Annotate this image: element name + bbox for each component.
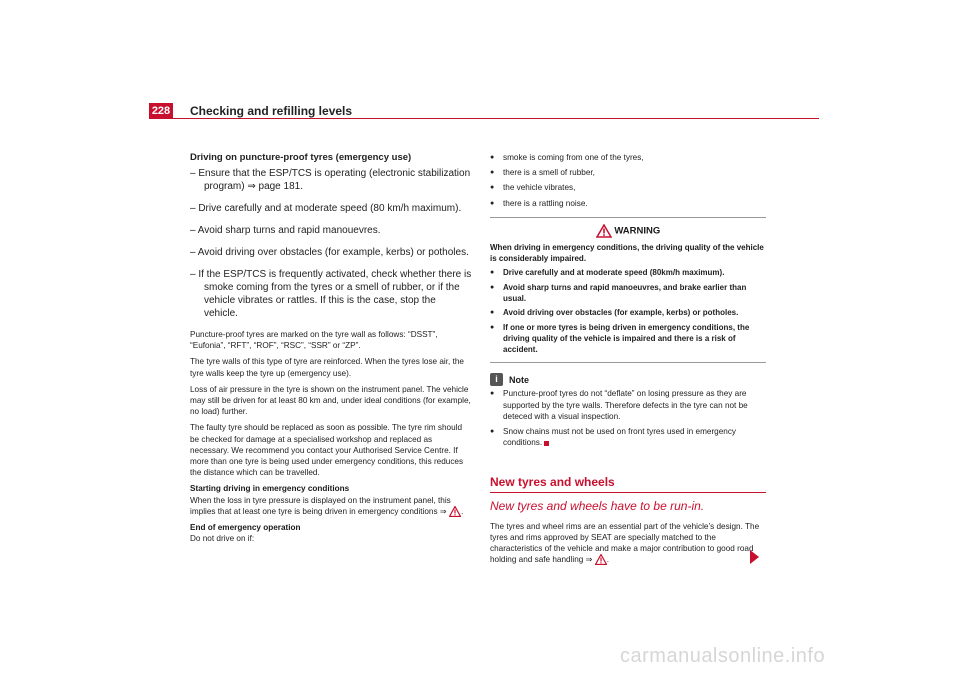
note-item: ● Puncture-proof tyres do not “deflate” on losing pressure as they are supported by the tyre walls. Therefore defects in the tyre can not be deteced with a visual inspection.	[490, 388, 766, 422]
warning-triangle-icon	[596, 224, 612, 238]
warning-item: ● Avoid sharp turns and rapid manoeuvres, and brake earlier than usual.	[490, 282, 766, 305]
bullet-item: ● smoke is coming from one of the tyres,	[490, 152, 766, 163]
header-rule	[173, 118, 819, 119]
right-column	[490, 152, 766, 570]
step-item: – If the ESP/TCS is frequently activated, check whether there is smoke coming from the tyres or a smell of rubber, or if the vehicle vibrates or rattles. If this is the case, stop the vehicle.	[190, 269, 472, 319]
warning-item: ● If one or more tyres is being driven in emergency conditions, the driving quality of the vehicle is impaired and there is a risk of accident.	[490, 322, 766, 356]
paragraph: Puncture-proof tyres are marked on the tyre wall as follows: “DSST”, “Eufonia”, “RFT”, “ROF”, “RSC”, “SSR” or “ZP”.	[190, 330, 438, 351]
paragraph-end: Do not drive on if:	[190, 534, 255, 544]
section-heading: Driving on puncture-proof tyres (emergency use)	[190, 152, 412, 163]
paragraph-start: When the loss in tyre pressure is displayed on the instrument panel, this implies that at least one tyre is being driven in emergency conditions ⇒ .	[190, 495, 464, 516]
paragraph: The faulty tyre should be replaced as soon as possible. The tyre rim should be checked for damage at a specialised workshop and replaced as necessary. We recommend you contact your Authorised Service Centre. If more than one tyre is being used under emergency conditions, this reduces the distance which can be travelled.	[190, 423, 464, 478]
paragraph: Loss of air pressure in the tyre is shown on the instrument panel. The vehicle may still be driven for at least 80 km and, under ideal conditions (for example, no load) further.	[190, 384, 471, 417]
step-item: – Avoid sharp turns and rapid manouevres.	[190, 225, 381, 236]
page-number-badge: 228	[149, 103, 173, 119]
page-header-title: Checking and refilling levels	[190, 104, 353, 118]
subheading-start: Starting driving in emergency conditions	[190, 484, 350, 494]
section-title: New tyres and wheels	[490, 475, 766, 493]
note-item: ● Snow chains must not be used on front tyres used in emergency conditions.	[490, 426, 766, 448]
step-item: – Ensure that the ESP/TCS is operating (electronic stabilization program) ⇒ page 181.	[190, 168, 471, 192]
step-item: – Avoid driving over obstacles (for example, kerbs) or potholes.	[190, 247, 469, 258]
watermark: carmanualsonline.info	[620, 645, 826, 667]
warning-intro: When driving in emergency conditions, the driving quality of the vehicle is considerably impaired.	[490, 242, 764, 264]
warning-triangle-icon	[595, 554, 607, 565]
bullet-item: ● there is a smell of rubber,	[490, 167, 766, 178]
paragraph: The tyre walls of this type of tyre are reinforced. When the tyres lose air, the tyre walls keep the tyre up (emergency use).	[190, 357, 464, 378]
note-header	[490, 373, 766, 386]
warning-triangle-icon	[449, 506, 461, 517]
end-marker-icon	[544, 441, 549, 446]
bullet-item: ● the vehicle vibrates,	[490, 182, 766, 193]
subheading-end: End of emergency operation	[190, 523, 301, 533]
warning-item: ● Drive carefully and at moderate speed (80km/h maximum).	[490, 267, 766, 278]
left-column	[190, 152, 472, 550]
warning-title: WARNING	[490, 224, 766, 238]
warning-box	[490, 217, 766, 364]
next-page-arrow-icon[interactable]	[750, 550, 759, 564]
warning-item: ● Avoid driving over obstacles (for example, kerbs) or potholes.	[490, 307, 766, 318]
note-icon: i	[490, 373, 503, 386]
section-paragraph: The tyres and wheel rims are an essential part of the vehicle’s design. The tyres and rims approved by SEAT are specially matched to the characteristics of the vehicle and make a major contribution to good road holding and safe handling ⇒ .	[490, 521, 760, 565]
step-item: – Drive carefully and at moderate speed (80 km/h maximum).	[190, 203, 462, 214]
note-title: Note	[509, 374, 529, 385]
section-subtitle: New tyres and wheels have to be run-in.	[490, 498, 705, 513]
bullet-item: ● there is a rattling noise.	[490, 198, 766, 209]
